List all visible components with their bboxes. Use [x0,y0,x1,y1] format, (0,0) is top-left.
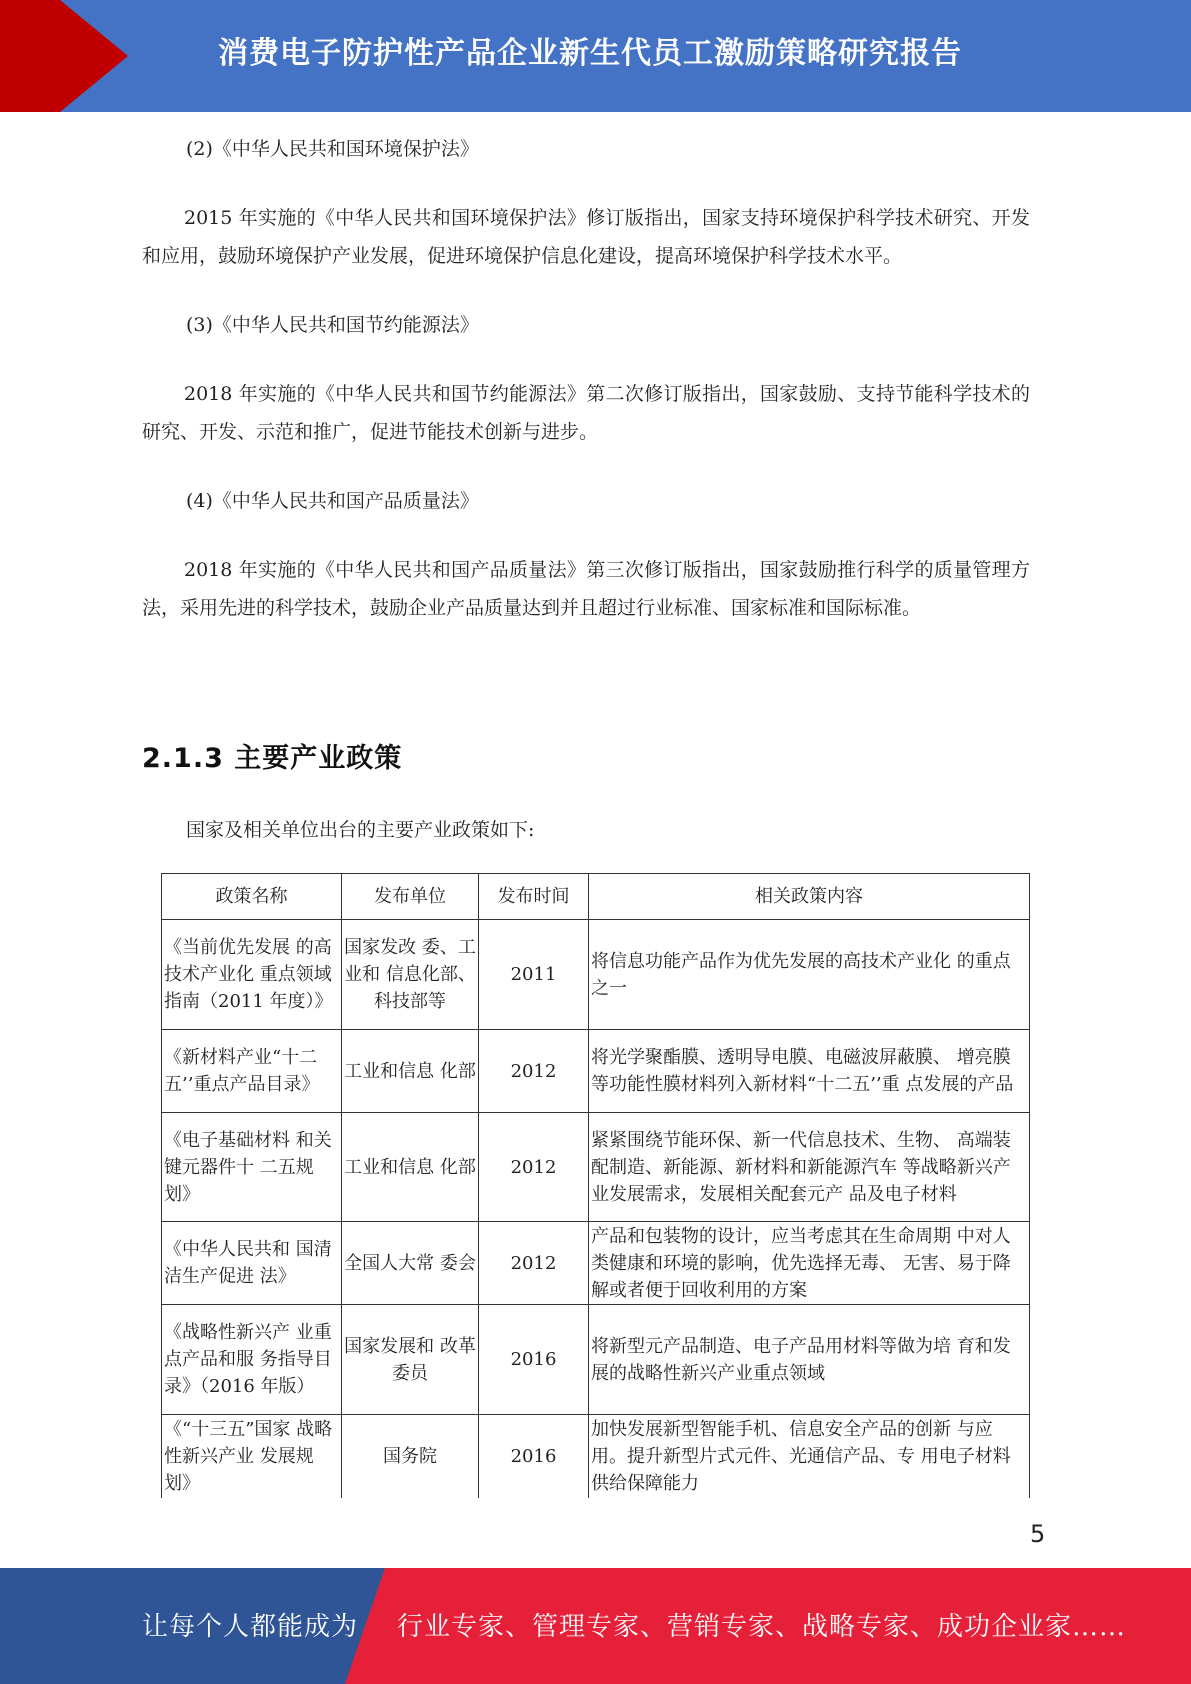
policy-table [161,873,1030,1498]
table-row [162,1222,1030,1305]
item3-paragraph: 2018 年实施的《中华人民共和国节约能源法》第二次修订版指出，国家鼓励、支持节能科学技术的研究、开发、示范和推广，促进节能技术创新与进步。 [142,383,1030,443]
footer-slogan-left: 让每个人都能成为 [142,1612,359,1642]
footer-slogan-right: 行业专家、管理专家、营销专家、战略专家、成功企业家…… [397,1612,1127,1642]
policy-content: 将新型元产品制造、电子产品用材料等做为培 育和发展的战略性新兴产业重点领域 [589,1305,1030,1415]
section-intro: 国家及相关单位出台的主要产业政策如下: [186,819,535,841]
policy-content: 将光学聚酯膜、透明导电膜、电磁波屏蔽膜、 增亮膜等功能性膜材料列入新材料“十二五’’重 点发展的产品 [589,1030,1030,1113]
policy-name: 《中华人民共和 国清洁生产促进 法》 [162,1222,342,1305]
policy-issuer: 工业和信息 化部 [342,1113,479,1222]
table-row [162,1030,1030,1113]
policy-name: 《电子基础材料 和关键元器件十 二五规划》 [162,1113,342,1222]
policy-issuer: 全国人大常 委会 [342,1222,479,1305]
table-row [162,1305,1030,1415]
policy-issuer: 国务院 [342,1415,479,1498]
item2-title: (2)《中华人民共和国环境保护法》 [186,138,479,160]
table-header-row [162,874,1030,920]
page-footer [0,1568,1191,1684]
item3-title: (3)《中华人民共和国节约能源法》 [186,314,479,336]
policy-content: 加快发展新型智能手机、信息安全产品的创新 与应用。提升新型片式元件、光通信产品、专 用电子材料供给保障能力 [589,1415,1030,1498]
policy-year: 2016 [479,1305,589,1415]
policy-issuer: 国家发展和 改革委员 [342,1305,479,1415]
policy-content: 紧紧围绕节能环保、新一代信息技术、生物、 高端装配制造、新能源、新材料和新能源汽车 等战略新兴产业发展需求，发展相关配套元产 品及电子材料 [589,1113,1030,1222]
policy-year: 2016 [479,1415,589,1498]
policy-name: 《战略性新兴产 业重点产品和服 务指导目录》（2016 年版） [162,1305,342,1415]
table-row [162,1415,1030,1498]
item2-paragraph: 2015 年实施的《中华人民共和国环境保护法》修订版指出，国家支持环境保护科学技术研究、开发和应用，鼓励环境保护产业发展，促进环境保护信息化建设，提高环境保护科学技术水平。 [142,207,1030,267]
header-policy-name: 政策名称 [162,874,342,920]
item4-title: (4)《中华人民共和国产品质量法》 [186,490,479,512]
table-row [162,920,1030,1030]
header-content: 相关政策内容 [589,874,1030,920]
policy-name: 《“十三五”国家 战略性新兴产业 发展规划》 [162,1415,342,1498]
item4-paragraph: 2018 年实施的《中华人民共和国产品质量法》第三次修订版指出，国家鼓励推行科学的质量管理方法，采用先进的科学技术，鼓励企业产品质量达到并且超过行业标准、国家标准和国际标准。 [142,559,1030,619]
page-number: 5 [1030,1520,1046,1548]
section-heading: 2.1.3 主要产业政策 [142,743,403,774]
report-title: 消费电子防护性产品企业新生代员工激励策略研究报告 [218,36,962,71]
policy-year: 2012 [479,1222,589,1305]
policy-year: 2012 [479,1030,589,1113]
policy-name: 《新材料产业“十二五’’重点产品目录》 [162,1030,342,1113]
table-row [162,1113,1030,1222]
body-text [142,130,1030,627]
policy-issuer: 国家发改 委、工业和 信息化部、科技部等 [342,920,479,1030]
header-date: 发布时间 [479,874,589,920]
policy-name: 《当前优先发展 的高技术产业化 重点领域指南（2011 年度）》 [162,920,342,1030]
policy-content: 将信息功能产品作为优先发展的高技术产业化 的重点之一 [589,920,1030,1030]
policy-issuer: 工业和信息 化部 [342,1030,479,1113]
policy-year: 2011 [479,920,589,1030]
page-header [0,0,1191,112]
policy-content: 产品和包装物的设计，应当考虑其在生命周期 中对人类健康和环境的影响，优先选择无毒、 无害、易于降解或者便于回收利用的方案 [589,1222,1030,1305]
policy-year: 2012 [479,1113,589,1222]
header-red-chevron [0,0,128,112]
header-issuer: 发布单位 [342,874,479,920]
